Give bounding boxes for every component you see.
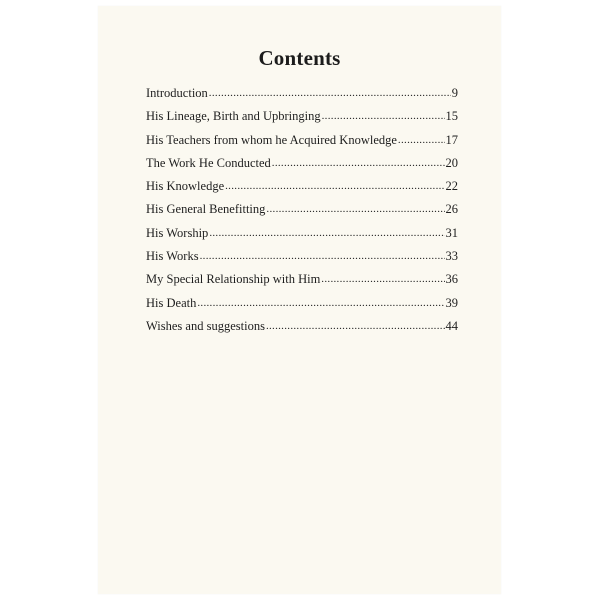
toc-entry-page: 22: [445, 179, 458, 194]
toc-entry: [146, 226, 458, 249]
toc-entry-page: 20: [445, 155, 458, 170]
dot-leader: [272, 157, 445, 169]
book-page: [98, 6, 501, 594]
dot-leader: [398, 134, 445, 146]
toc-entry: [146, 296, 458, 319]
dot-leader: [209, 227, 444, 239]
contents-heading: Contents: [258, 46, 341, 70]
toc-entry: [146, 319, 458, 342]
toc-entry-page: 33: [445, 249, 458, 264]
dot-leader: [225, 180, 444, 192]
dot-leader: [200, 250, 445, 262]
toc-entry-title: His Death: [146, 295, 197, 310]
dot-leader: [321, 273, 444, 285]
toc-entry-page: 36: [445, 272, 458, 287]
dot-leader: [209, 87, 451, 99]
toc-entry-page: 15: [445, 109, 458, 124]
toc-entry: [146, 109, 458, 132]
toc-entry-page: 9: [451, 86, 458, 100]
toc-entry: [146, 133, 458, 156]
toc-entry: [146, 249, 458, 272]
table-of-contents: [146, 86, 458, 342]
toc-entry-page: 31: [445, 225, 458, 240]
toc-entry-page: 39: [445, 295, 458, 310]
toc-entry: [146, 202, 458, 225]
toc-entry: [146, 179, 458, 202]
toc-entry-page: 17: [445, 132, 458, 147]
toc-entry-page: 26: [445, 202, 458, 217]
toc-entry-title: His Knowledge: [146, 179, 225, 194]
toc-entry: [146, 272, 458, 295]
toc-entry-title: His Worship: [146, 225, 209, 240]
toc-entry-page: 44: [445, 318, 458, 333]
toc-entry-title: Wishes and suggestions: [146, 318, 265, 333]
dot-leader: [322, 110, 445, 122]
dot-leader: [266, 320, 445, 332]
dot-leader: [197, 297, 444, 309]
toc-entry-title: Introduction: [146, 86, 208, 100]
toc-entry-title: My Special Relationship with Him: [146, 272, 321, 287]
toc-entry-title: His Lineage, Birth and Upbringing: [146, 109, 321, 124]
dot-leader: [266, 203, 444, 215]
toc-entry-title: His Teachers from whom he Acquired Knowledge: [146, 132, 397, 147]
toc-entry-title: The Work He Conducted: [146, 155, 271, 170]
toc-entry-title: His General Benefitting: [146, 202, 266, 217]
toc-entry-title: His Works: [146, 249, 199, 264]
toc-entry: [146, 156, 458, 179]
toc-entry: [146, 86, 458, 109]
